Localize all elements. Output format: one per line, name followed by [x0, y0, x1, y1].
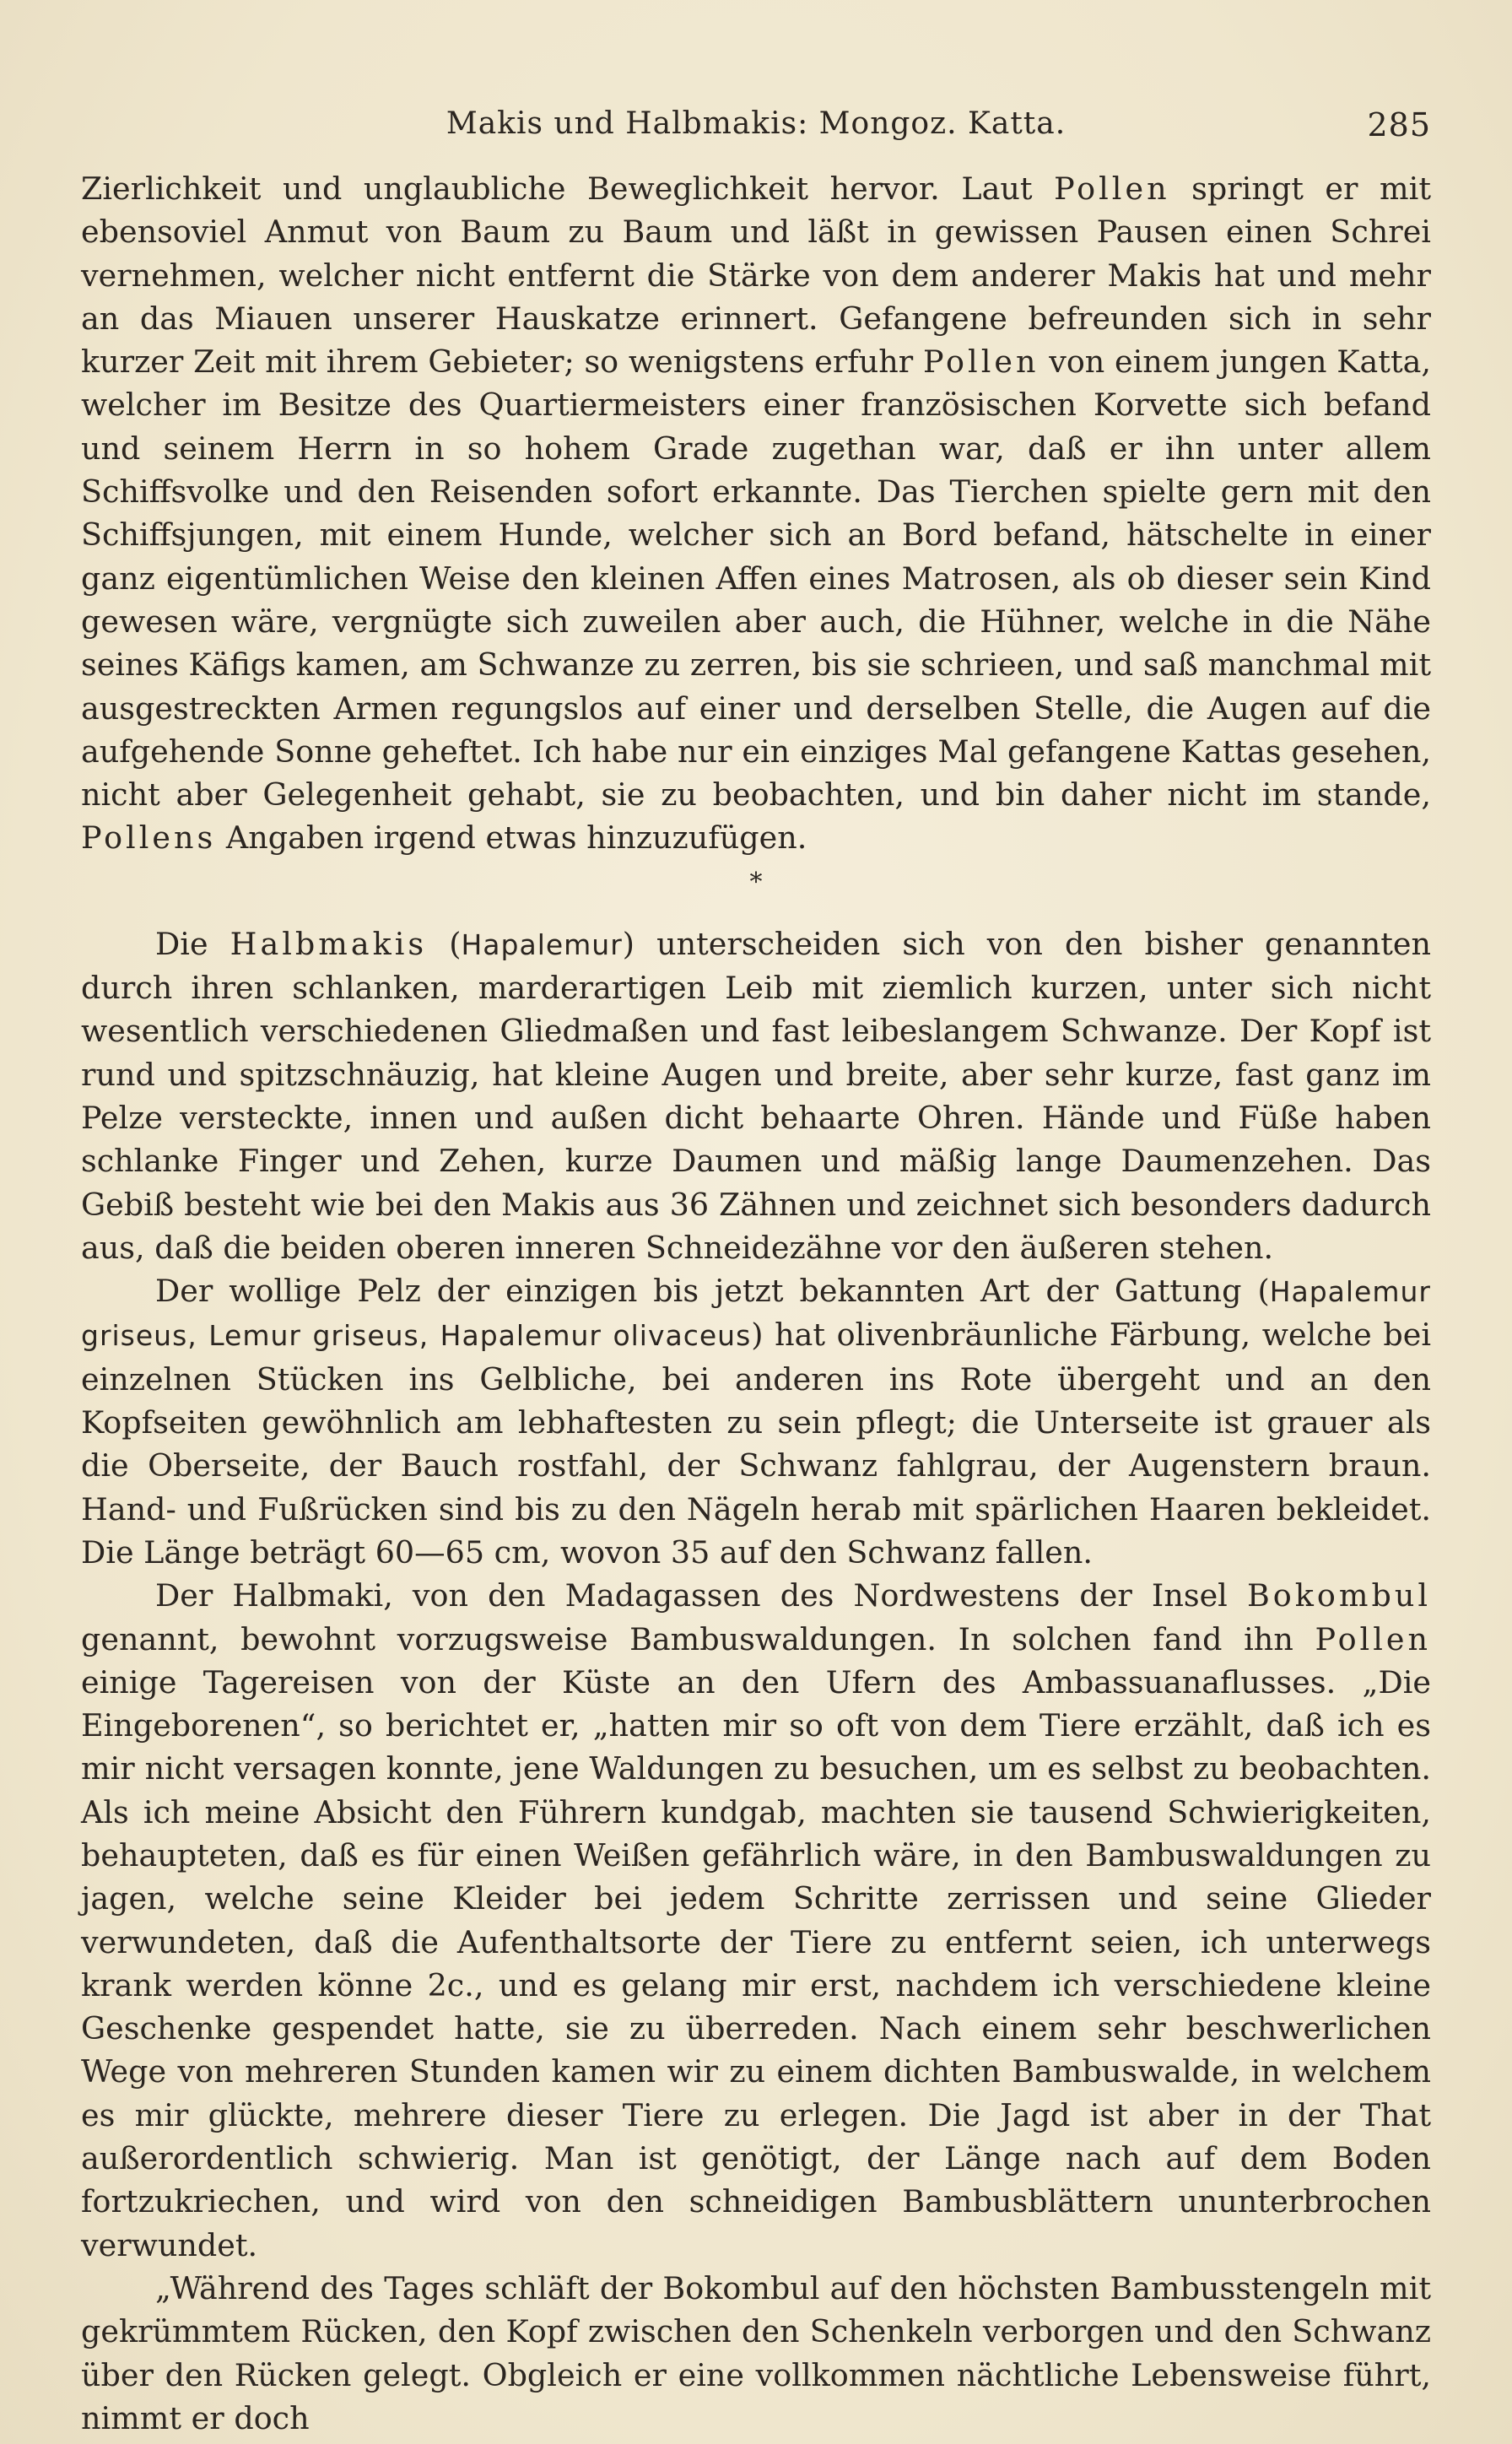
emphasized-name: Pollens — [81, 819, 217, 857]
emphasized-name: Pollen — [1315, 1620, 1431, 1657]
paragraph — [81, 1574, 1431, 2267]
emphasized-name: Bokombul — [1246, 1577, 1431, 1614]
paragraph — [81, 2267, 1431, 2440]
running-head-title: Makis und Halbmakis: Mongoz. Katta. — [446, 106, 1066, 141]
text-run: Angaben irgend etwas hinzuzufügen. — [216, 819, 807, 857]
paragraph — [81, 1269, 1431, 1574]
text-run: einige Tagereisen von der Küste an den Ufern des Ambassuanaflusses. „Die Eingeborenen“, so berichtet er, „hatten mir so oft von dem Tiere erzählt, daß ich es mir nicht versagen konnte, jene Waldungen zu besuchen, um es selbst zu beobachten. Als ich meine Absicht den Führern kundgab, machten sie tausend Schwierigkeiten, behaupteten, daß es für einen Weißen gefährlich wäre, in den Bambuswaldungen zu jagen, welche seine Kleider bei jedem Schritte zerrissen und seine Glieder verwundeten, daß die Aufenthaltsorte der Tiere zu entfernt seien, ich unterwegs krank werden könne 2c., und es gelang mir erst, nachdem ich verschiedene kleine Geschenke gespendet hatte, sie zu überreden. Nach einem sehr beschwerlichen Wege von mehreren Stunden kamen wir zu einem dichten Bambuswalde, in welchem es mir glückte, mehrere dieser Tiere zu erlegen. Die Jagd ist aber in der That außerordentlich schwierig. Man ist genötigt, der Länge nach auf dem Boden fortzukriechen, und wird von den schneidigen Bambusblättern ununterbrochen verwundet. — [81, 1663, 1431, 2263]
running-head — [81, 100, 1431, 150]
page-number: 285 — [1367, 106, 1431, 143]
section-separator: * — [749, 867, 763, 897]
text-run: ) hat olivenbräunliche Färbung, welche bei einzelnen Stücken ins Gelbliche, bei anderen ins Rote übergeht und an den Kopfseiten gewöhnlich am lebhaftesten zu sein pflegt; die Unterseite ist grauer als die Oberseite, der Bauch rostfahl, der Schwanz fahlgrau, der Augenstern braun. Hand- und Fußrücken sind bis zu den Nägeln herab mit spärlichen Haaren bekleidet. Die Länge beträgt 60—65 cm, wovon 35 auf den Schwanz fallen. — [81, 1317, 1432, 1571]
text-run: ( — [427, 925, 462, 962]
paragraph — [81, 922, 1431, 1269]
text-run: Der wollige Pelz der einzigen bis jetzt bekannten Art der Gattung ( — [155, 1273, 1270, 1310]
text-run: Die — [155, 925, 230, 962]
emphasized-name: Halbmakis — [230, 925, 428, 962]
body-text — [81, 167, 1431, 2440]
emphasized-name: Pollen — [1054, 170, 1170, 207]
latin-name: Hapalemur griseus, Lemur griseus, Hapalemur olivaceus — [81, 1275, 1431, 1353]
text-run: genannt, bewohnt vorzugsweise Bambuswaldungen. In solchen fand ihn — [81, 1620, 1315, 1657]
text-run: Zierlichkeit und unglaubliche Beweglichkeit hervor. Laut — [81, 170, 1055, 207]
paragraph — [81, 167, 1431, 860]
latin-name: Hapalemur — [461, 927, 623, 961]
text-run: springt er mit ebensoviel Anmut von Baum zu Baum und läßt in gewissen Pausen einen Schrei vernehmen, welcher nicht entfernt die Stärke von dem anderer Makis hat und mehr an das Miauen unserer Hauskatze erinnert. Gefangene befreunden sich in sehr kurzer Zeit mit ihrem Gebieter; so wenigstens erfuhr — [81, 170, 1431, 381]
text-run: von einem jungen Katta, welcher im Besitze des Quartiermeisters einer französischen Korvette sich befand und seinem Herrn in so hohem Grade zugethan war, daß er ihn unter allem Schiffsvolke und den Reisenden sofort erkannte. Das Tierchen spielte gern mit den Schiffsjungen, mit einem Hunde, welcher sich an Bord befand, hätschelte in einer ganz eigentümlichen Weise den kleinen Affen eines Matrosen, als ob dieser sein Kind gewesen wäre, vergnügte sich zuweilen aber auch, die Hühner, welche in die Nähe seines Käfigs kamen, am Schwanze zu zerren, bis sie schrieen, und saß manchmal mit ausgestreckten Armen regungslos auf einer und derselben Stelle, die Augen auf die aufgehende Sonne geheftet. Ich habe nur ein einziges Mal gefangene Kattas gesehen, nicht aber Gelegenheit gehabt, sie zu beobachten, und bin daher nicht im stande, — [81, 343, 1431, 814]
emphasized-name: Pollen — [922, 343, 1040, 381]
text-run: ) unterscheiden sich von den bisher genannten durch ihren schlanken, marderartigen Leib mit ziemlich kurzen, unter sich nicht wesentlich verschiedenen Gliedmaßen und fast leibeslangem Schwanze. Der Kopf ist rund und spitzschnäuzig, hat kleine Augen und breite, aber sehr kurze, fast ganz im Pelze versteckte, innen und außen dicht behaarte Ohren. Hände und Füße haben schlanke Finger und Zehen, kurze Daumen und mäßig lange Daumenzehen. Das Gebiß besteht wie bei den Makis aus 36 Zähnen und zeichnet sich besonders dadurch aus, daß die beiden oberen inneren Schneidezähne vor den äußeren stehen. — [81, 925, 1431, 1266]
text-run: „Während des Tages schläft der Bokombul auf den höchsten Bambusstengeln mit gekrümmtem Rücken, den Kopf zwischen den Schenkeln verborgen und den Schwanz über den Rücken gelegt. Obgleich er eine vollkommen nächtliche Lebensweise führt, nimmt er doch — [81, 2269, 1431, 2436]
text-run: Der Halbmaki, von den Madagassen des Nordwestens der Insel — [155, 1577, 1247, 1614]
